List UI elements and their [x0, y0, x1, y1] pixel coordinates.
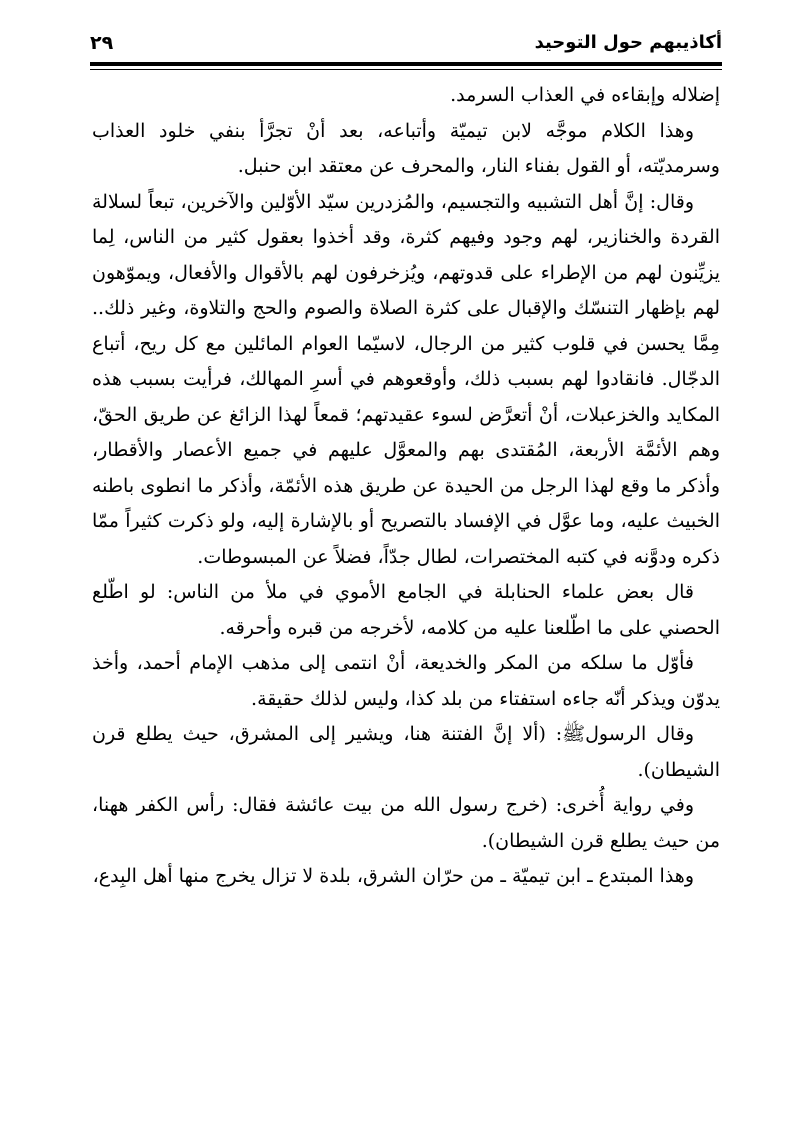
running-header — [90, 26, 722, 62]
paragraph: إضلاله وإبقاءه في العذاب السرمد. — [450, 84, 720, 106]
page-number: ٢٩ — [90, 32, 114, 54]
paragraph: وقال: إنَّ أهل التشبيه والتجسيم، والمُزدرين سيّد الأوّلين والآخرين، تبعاً لسلالة القردة والخنازير، لهم وجود وفيهم كثرة، وقد أخذوا بعقول كثير من الناس، لِما يزيِّنون لهم من الإطراء على قدوتهم، ويُزخرفون لهم بالأقوال والأفعال، ويموّهون لهم بإظهار التنسّك والإقبال على كثرة الصلاة والصوم والحج والتلاوة، وغير ذلك.. مِمَّا يحسن في قلوب كثير من الرجال، لاسيّما العوام المائلين مع كل ريح، أتباع الدجّال. فانقادوا لهم بسبب ذلك، وأوقعوهم في أسرِ المهالك، فرأيت بسبب هذه المكايد والخزعبلات، أنْ أتعرَّض لسوء عقيدتهم؛ قمعاً لهذا الزائغ عن طريق الحقّ، وهم الأئمَّة الأربعة، المُقتدى بهم والمعوَّل عليهم في جميع الأعصار والأقطار، وأذكر ما وقع لهذا الرجل من الحيدة عن طريق هذه الأئمّة، وأذكر ما انطوى باطنه الخبيث عليه، وما عوَّل في الإفساد بالتصريح أو بالإشارة إليه، ولو ذكرت كثيراً ممّا ذكره ودوَّنه في كتبه المختصرات، لطال جدّاً، فضلاً عن المبسوطات. — [92, 190, 720, 568]
header-title: أكاذيبهم حول التوحيد — [534, 32, 722, 53]
header-rule-thin — [90, 69, 722, 70]
paragraph: وقال الرسولﷺ: (ألا إنَّ الفتنة هنا، ويشير إلى المشرق، حيث يطلع قرن الشيطان). — [92, 723, 720, 781]
paragraph: وفي رواية أُخرى: (خرج رسول الله من بيت عائشة فقال: رأس الكفر ههنا، من حيث يطلع قرن الشيطان). — [92, 794, 720, 852]
paragraph: فأوّل ما سلكه من المكر والخديعة، أنْ انتمى إلى مذهب الإمام أحمد، وأخذ يدوّن ويذكر أنّه جاءه استفتاء من بلد كذا، وليس لذلك حقيقة. — [92, 652, 720, 710]
paragraph: وهذا المبتدع ـ ابن تيميّة ـ من حرّان الشرق، بلدة لا تزال يخرج منها أهل البِدع، — [92, 865, 694, 887]
header-rule-thick — [90, 62, 722, 66]
paragraph: وهذا الكلام موجَّه لابن تيميّة وأتباعه، بعد أنْ تجرَّأ بنفي خلود العذاب وسرمديّته، أو القول بفناء النار، والمحرف عن معتقد ابن حنبل. — [92, 119, 720, 177]
paragraph: قال بعض علماء الحنابلة في الجامع الأموي في ملأ من الناس: لو اطّلع الحصني على ما اطّلعنا عليه من كلامه، لأخرجه من قبره وأحرقه. — [92, 581, 720, 639]
body-text — [92, 78, 720, 895]
